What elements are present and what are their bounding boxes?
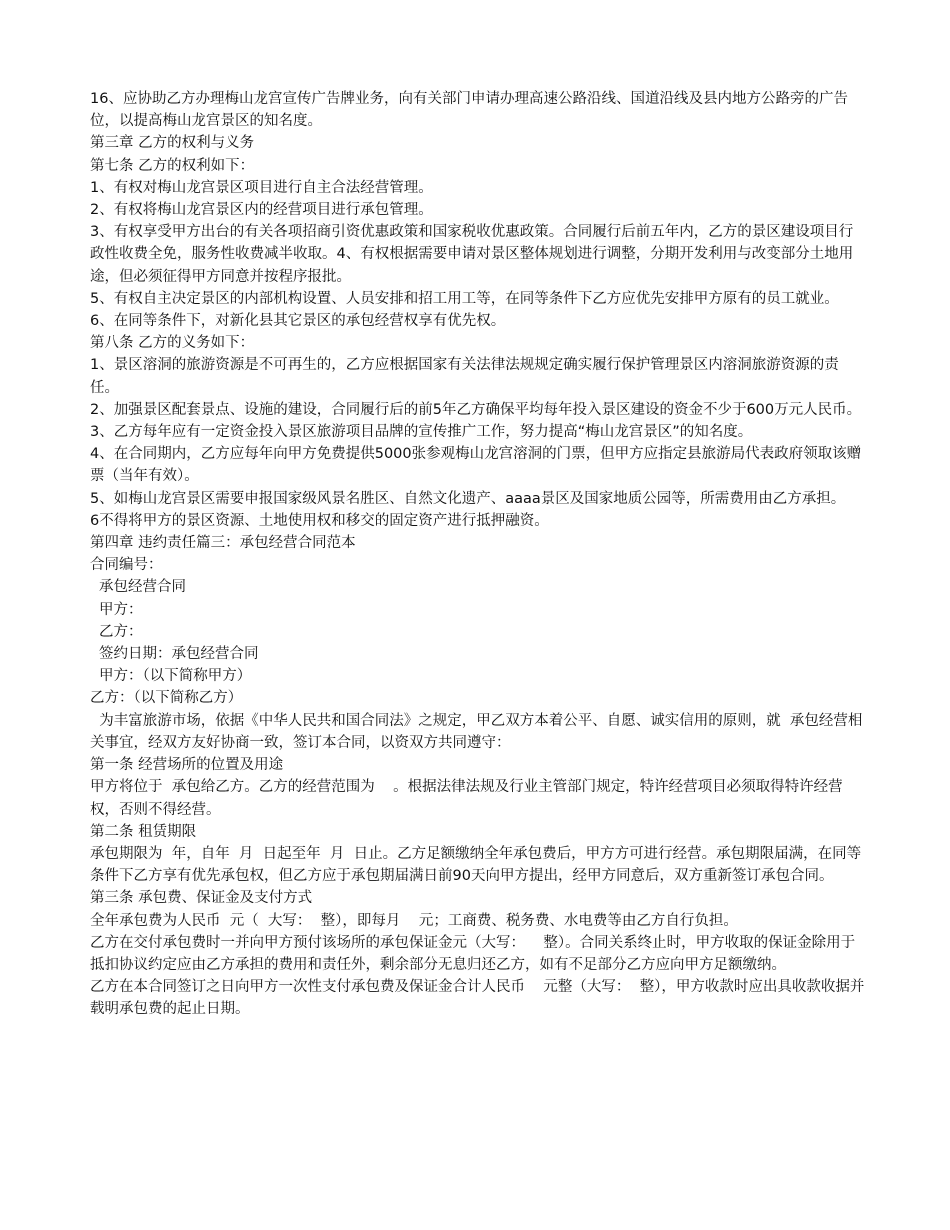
paragraph: 1、有权对梅山龙宫景区项目进行自主合法经营管理。 [90,179,433,196]
paragraph: 4、在合同期内，乙方应每年向甲方免费提供5000张参观梅山龙宫溶洞的门票，但甲方应指定县旅游局代表政府领取该赠票（当年有效）。 [90,446,862,485]
paragraph: 16、应协助乙方办理梅山龙宫宣传广告牌业务，向有关部门申请办理高速公路沿线、国道沿线及县内地方公路旁的广告位，以提高梅山龙宫景区的知名度。 [90,91,848,130]
paragraph: 甲方将位于 承包给乙方。乙方的经营范围为 。根据法律法规及行业主管部门规定，特许经营项目必须取得特许经营权，否则不得经营。 [90,779,843,818]
paragraph: 全年承包费为人民币 元（ 大写： 整），即每月 元；工商费、税务费、水电费等由乙方自行负担。 [90,912,738,929]
paragraph: 5、如梅山龙宫景区需要申报国家级风景名胜区、自然文化遗产、aaaa景区及国家地质公园等，所需费用由乙方承担。 [90,490,846,507]
article-heading: 第三条 承包费、保证金及支付方式 [90,890,313,907]
paragraph: 3、有权享受甲方出台的有关各项招商引资优惠政策和国家税收优惠政策。合同履行后前五年内，乙方的景区建设项目行政性收费全免，服务性收费减半收取。4、有权根据需要申请对景区整体规划进行调整，分期开发利用与改变部分土地用途，但必须征得甲方同意并按程序报批。 [90,224,854,285]
signing-date-label: 签约日期：承包经营合同 [99,646,259,663]
paragraph: 5、有权自主决定景区的内部机构设置、人员安排和招工用工等，在同等条件下乙方应优先安排甲方原有的员工就业。 [90,290,839,307]
paragraph: 乙方在本合同签订之日向甲方一次性支付承包费及保证金合计人民币 元整（大写： 整），甲方收款时应出具收款收据并载明承包费的起止日期。 [90,979,865,1018]
article-heading: 第一条 经营场所的位置及用途 [90,757,284,774]
paragraph: 6、在同等条件下，对新化县其它景区的承包经营权享有优先权。 [90,313,506,330]
party-a-definition: 甲方：（以下简称甲方） [99,668,252,685]
paragraph: 乙方在交付承包费时一并向甲方预付该场所的承包保证金元（大写： 整）。合同关系终止时，甲方收取的保证金除用于抵扣协议约定应由乙方承担的费用和责任外，剩余部分无息归还乙方，如有不足部分乙方应向甲方足额缴纳。 [90,934,856,973]
article-heading: 第二条 租赁期限 [90,823,197,840]
preamble-paragraph: 为丰富旅游市场，依据《中华人民共和国合同法》之规定，甲乙双方本着公平、自愿、诚实信用的原则，就 承包经营相关事宜，经双方友好协商一致，签订本合同，以资双方共同遵守： [90,712,863,751]
chapter-heading: 第三章 乙方的权利与义务 [90,135,255,152]
contract-title: 承包经营合同 [99,579,186,596]
article-heading: 第八条 乙方的义务如下： [90,335,255,352]
chapter-heading: 第四章 违约责任篇三：承包经营合同范本 [90,535,356,552]
paragraph: 承包期限为 年，自年 月 日起至年 月 日止。乙方足额缴纳全年承包费后，甲方方可进行经营。承包期限届满，在同等条件下乙方享有优先承包权，但乙方应于承包期届满日前90天向甲方提出，经甲方同意后，双方重新签订承包合同。 [90,845,862,885]
paragraph: 2、有权将梅山龙宫景区内的经营项目进行承包管理。 [90,202,433,219]
party-b-label: 乙方： [99,623,143,640]
paragraph: 2、加强景区配套景点、设施的建设，合同履行后的前5年乙方确保平均每年投入景区建设的资金不少于600万元人民币。 [90,401,862,418]
article-heading: 第七条 乙方的权利如下： [90,157,255,174]
paragraph: 6不得将甲方的景区资源、土地使用权和移交的固定资产进行抵押融资。 [90,512,549,529]
party-a-label: 甲方： [99,601,143,618]
contract-number-label: 合同编号： [90,557,163,574]
paragraph: 3、乙方每年应有一定资金投入景区旅游项目品牌的宣传推广工作，努力提高“梅山龙宫景区”的知名度。 [90,424,753,441]
document-page [90,88,865,1021]
party-b-definition: 乙方：（以下简称乙方） [90,690,243,707]
paragraph: 1、景区溶洞的旅游资源是不可再生的，乙方应根据国家有关法律法规规定确实履行保护管理景区内溶洞旅游资源的责任。 [90,357,839,396]
